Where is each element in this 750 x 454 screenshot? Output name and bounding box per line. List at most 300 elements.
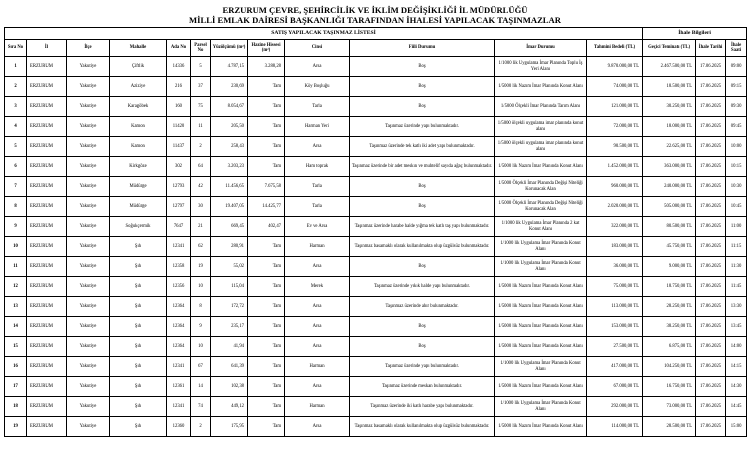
column-header-zoning-status: İmar Durumu bbox=[495, 40, 587, 57]
cell-province: ERZURUM bbox=[27, 357, 67, 377]
cell-parcel-no: 5 bbox=[191, 57, 211, 77]
cell-province: ERZURUM bbox=[27, 277, 67, 297]
cell-type: Köy Boşluğu bbox=[285, 77, 350, 97]
cell-district: Yakutiye bbox=[67, 357, 110, 377]
cell-district: Yakutiye bbox=[67, 297, 110, 317]
cell-type: Arsa bbox=[285, 377, 350, 397]
cell-treasury-share: Tam bbox=[248, 77, 285, 97]
cell-row-number: 6 bbox=[5, 157, 27, 177]
table-body bbox=[5, 57, 747, 437]
cell-auction-date: 17.06.2025 bbox=[696, 97, 726, 117]
column-header-row-number: Sıra No bbox=[5, 40, 27, 57]
cell-area: 3.203,23 bbox=[211, 157, 248, 177]
table-row bbox=[5, 57, 747, 77]
cell-neighborhood: Şıh bbox=[110, 297, 167, 317]
cell-neighborhood: Şıh bbox=[110, 417, 167, 437]
cell-row-number: 16 bbox=[5, 357, 27, 377]
cell-auction-time: 14:15 bbox=[726, 357, 747, 377]
cell-row-number: 10 bbox=[5, 237, 27, 257]
cell-estimated-price: 9.870.000,00 TL bbox=[587, 57, 643, 77]
cell-auction-time: 14:45 bbox=[726, 397, 747, 417]
cell-row-number: 1 bbox=[5, 57, 27, 77]
cell-temporary-deposit: 80.500,00 TL bbox=[643, 217, 696, 237]
cell-parcel-no: 2 bbox=[191, 137, 211, 157]
cell-temporary-deposit: 16.750,00 TL bbox=[643, 377, 696, 397]
cell-estimated-price: 1.452.000,00 TL bbox=[587, 157, 643, 177]
cell-province: ERZURUM bbox=[27, 197, 67, 217]
cell-parcel-no: 10 bbox=[191, 277, 211, 297]
cell-zoning-status: 1/1000 lik Uygulama İmar Planında Toplu İş Yeri Alanı bbox=[495, 57, 587, 77]
cell-estimated-price: 27.500,00 TL bbox=[587, 337, 643, 357]
column-header-auction-date: İhale Tarihi bbox=[696, 40, 726, 57]
cell-row-number: 17 bbox=[5, 377, 27, 397]
cell-parcel-no: 62 bbox=[191, 237, 211, 257]
cell-auction-date: 17.06.2025 bbox=[696, 197, 726, 217]
cell-current-status: Boş bbox=[350, 317, 495, 337]
cell-auction-time: 10:15 bbox=[726, 157, 747, 177]
cell-treasury-share: Tam bbox=[248, 417, 285, 437]
cell-estimated-price: 417.000,00 TL bbox=[587, 357, 643, 377]
cell-block-no: 12341 bbox=[167, 397, 191, 417]
cell-zoning-status: 1/5000 lik Nazım İmar Planında Konut Alanı bbox=[495, 377, 587, 397]
cell-treasury-share: Tam bbox=[248, 397, 285, 417]
cell-type: Arsa bbox=[285, 57, 350, 77]
cell-neighborhood: Kirkgöze bbox=[110, 157, 167, 177]
cell-temporary-deposit: 73.000,00 TL bbox=[643, 397, 696, 417]
cell-treasury-share: Tam bbox=[248, 297, 285, 317]
cell-auction-date: 17.06.2025 bbox=[696, 177, 726, 197]
cell-auction-date: 17.06.2025 bbox=[696, 417, 726, 437]
cell-district: Yakutiye bbox=[67, 317, 110, 337]
cell-auction-time: 13:30 bbox=[726, 297, 747, 317]
cell-estimated-price: 75.000,00 TL bbox=[587, 277, 643, 297]
cell-treasury-share: Tam bbox=[248, 97, 285, 117]
cell-neighborhood: Kamon bbox=[110, 137, 167, 157]
cell-current-status: Taşınmaz üzerinde meskan bulunmaktadır. bbox=[350, 377, 495, 397]
column-header-parcel-no: Parsel No bbox=[191, 40, 211, 57]
cell-estimated-price: 114.000,00 TL bbox=[587, 417, 643, 437]
cell-area: 8.054,67 bbox=[211, 97, 248, 117]
cell-estimated-price: 90.500,00 TL bbox=[587, 137, 643, 157]
cell-neighborhood: Şıh bbox=[110, 257, 167, 277]
cell-auction-time: 10:00 bbox=[726, 137, 747, 157]
cell-type: Arsa bbox=[285, 137, 350, 157]
cell-temporary-deposit: 240.000,00 TL bbox=[643, 177, 696, 197]
cell-area: 172,72 bbox=[211, 297, 248, 317]
table-row bbox=[5, 197, 747, 217]
cell-auction-date: 17.06.2025 bbox=[696, 317, 726, 337]
cell-treasury-share: Tam bbox=[248, 237, 285, 257]
cell-area: 449,12 bbox=[211, 397, 248, 417]
cell-estimated-price: 67.000,00 TL bbox=[587, 377, 643, 397]
cell-block-no: 12341 bbox=[167, 237, 191, 257]
cell-auction-time: 13:45 bbox=[726, 317, 747, 337]
cell-district: Yakutiye bbox=[67, 137, 110, 157]
cell-current-status: Boş bbox=[350, 177, 495, 197]
cell-current-status: Boş bbox=[350, 197, 495, 217]
cell-temporary-deposit: 30.250,00 TL bbox=[643, 97, 696, 117]
cell-current-status: Boş bbox=[350, 77, 495, 97]
cell-province: ERZURUM bbox=[27, 217, 67, 237]
table-row bbox=[5, 277, 747, 297]
cell-neighborhood: Şıh bbox=[110, 237, 167, 257]
cell-estimated-price: 292.000,00 TL bbox=[587, 397, 643, 417]
column-header-type: Cinsi bbox=[285, 40, 350, 57]
cell-block-no: 12360 bbox=[167, 417, 191, 437]
cell-auction-date: 17.06.2025 bbox=[696, 377, 726, 397]
cell-treasury-share: Tam bbox=[248, 377, 285, 397]
cell-province: ERZURUM bbox=[27, 297, 67, 317]
cell-block-no: 7647 bbox=[167, 217, 191, 237]
auction-info-title: İhale Bilgileri bbox=[643, 28, 747, 40]
cell-estimated-price: 74.000,00 TL bbox=[587, 77, 643, 97]
table-row bbox=[5, 77, 747, 97]
cell-neighborhood: Soğukçermik bbox=[110, 217, 167, 237]
cell-auction-date: 17.06.2025 bbox=[696, 277, 726, 297]
cell-temporary-deposit: 18.500,00 TL bbox=[643, 77, 696, 97]
cell-area: 280,91 bbox=[211, 237, 248, 257]
cell-temporary-deposit: 38.250,00 TL bbox=[643, 317, 696, 337]
cell-neighborhood: Şıh bbox=[110, 377, 167, 397]
cell-auction-time: 14:00 bbox=[726, 337, 747, 357]
cell-auction-time: 10:30 bbox=[726, 177, 747, 197]
cell-district: Yakutiye bbox=[67, 57, 110, 77]
cell-estimated-price: 322.000,00 TL bbox=[587, 217, 643, 237]
cell-current-status: Boş bbox=[350, 257, 495, 277]
cell-auction-date: 17.06.2025 bbox=[696, 117, 726, 137]
cell-type: Harman Yeri bbox=[285, 117, 350, 137]
cell-district: Yakutiye bbox=[67, 257, 110, 277]
cell-area: 102,38 bbox=[211, 377, 248, 397]
cell-district: Yakutiye bbox=[67, 277, 110, 297]
column-header-neighborhood: Mahalle bbox=[110, 40, 167, 57]
cell-row-number: 7 bbox=[5, 177, 27, 197]
cell-parcel-no: 64 bbox=[191, 157, 211, 177]
cell-district: Yakutiye bbox=[67, 417, 110, 437]
cell-parcel-no: 67 bbox=[191, 357, 211, 377]
cell-type: Arsa bbox=[285, 297, 350, 317]
cell-type: Arsa bbox=[285, 257, 350, 277]
cell-zoning-status: 1/5000 lik Nazım İmar Planında Konut Alanı bbox=[495, 317, 587, 337]
column-header-estimated-price: Tahmini Bedeli (TL) bbox=[587, 40, 643, 57]
cell-area: 19.407,05 bbox=[211, 197, 248, 217]
cell-zoning-status: 1/5000 ölçekli uygulama imar planında konut alanı bbox=[495, 137, 587, 157]
column-header-province: İl bbox=[27, 40, 67, 57]
cell-treasury-share: Tam bbox=[248, 277, 285, 297]
cell-auction-date: 17.06.2025 bbox=[696, 237, 726, 257]
cell-estimated-price: 153.000,00 TL bbox=[587, 317, 643, 337]
cell-area: 669,45 bbox=[211, 217, 248, 237]
cell-type: Ham toprak bbox=[285, 157, 350, 177]
cell-neighborhood: Şıh bbox=[110, 317, 167, 337]
cell-estimated-price: 72.000,00 TL bbox=[587, 117, 643, 137]
table-row bbox=[5, 237, 747, 257]
cell-estimated-price: 36.000,00 TL bbox=[587, 257, 643, 277]
cell-row-number: 3 bbox=[5, 97, 27, 117]
cell-current-status: Boş bbox=[350, 57, 495, 77]
column-header-row bbox=[5, 40, 747, 57]
cell-temporary-deposit: 45.750,00 TL bbox=[643, 237, 696, 257]
cell-auction-time: 11:30 bbox=[726, 257, 747, 277]
cell-temporary-deposit: 18.750,00 TL bbox=[643, 277, 696, 297]
cell-row-number: 19 bbox=[5, 417, 27, 437]
cell-block-no: 12361 bbox=[167, 377, 191, 397]
cell-parcel-no: 19 bbox=[191, 257, 211, 277]
cell-province: ERZURUM bbox=[27, 337, 67, 357]
cell-neighborhood: Şıh bbox=[110, 277, 167, 297]
cell-auction-date: 17.06.2025 bbox=[696, 257, 726, 277]
cell-neighborhood: Şıh bbox=[110, 397, 167, 417]
cell-auction-time: 11:15 bbox=[726, 237, 747, 257]
cell-type: Tarla bbox=[285, 97, 350, 117]
cell-auction-date: 17.06.2025 bbox=[696, 137, 726, 157]
cell-district: Yakutiye bbox=[67, 97, 110, 117]
column-header-district: İlçe bbox=[67, 40, 110, 57]
cell-area: 11.456,65 bbox=[211, 177, 248, 197]
column-header-block-no: Ada No bbox=[167, 40, 191, 57]
cell-current-status: Taşınmaz üzerinde tek katlı iki adet yapı bulunmaktadır. bbox=[350, 137, 495, 157]
cell-type: Ev ve Arsa bbox=[285, 217, 350, 237]
cell-district: Yakutiye bbox=[67, 157, 110, 177]
cell-auction-time: 11:00 bbox=[726, 217, 747, 237]
cell-block-no: 12793 bbox=[167, 177, 191, 197]
cell-zoning-status: 1/5000 lik Nazım İmar Planında Konut Alanı bbox=[495, 337, 587, 357]
table-row bbox=[5, 417, 747, 437]
cell-auction-time: 09:00 bbox=[726, 57, 747, 77]
table-row bbox=[5, 357, 747, 377]
cell-zoning-status: 1/5000 Ölçekli İmar Planında Değişi Niteliği Korunacak Alan bbox=[495, 177, 587, 197]
cell-treasury-share: Tam bbox=[248, 137, 285, 157]
cell-zoning-status: 1/1000 lik Uygulama İmar Planında Konut Alanı bbox=[495, 397, 587, 417]
cell-treasury-share: Tam bbox=[248, 357, 285, 377]
cell-neighborhood: Karagöbek bbox=[110, 97, 167, 117]
document-header bbox=[4, 2, 746, 27]
cell-zoning-status: 1/1000 lik Uygulama İmar Planında Konut Alanı bbox=[495, 257, 587, 277]
cell-current-status: Taşınmaz üzerinde yapı bulunmaktadır. bbox=[350, 117, 495, 137]
cell-district: Yakutiye bbox=[67, 337, 110, 357]
table-row bbox=[5, 337, 747, 357]
cell-area: 4.787,15 bbox=[211, 57, 248, 77]
cell-parcel-no: 14 bbox=[191, 377, 211, 397]
cell-zoning-status: 1/5000 lik Nazım İmar Planında Konut Alanı bbox=[495, 297, 587, 317]
table-row bbox=[5, 157, 747, 177]
cell-auction-time: 11:45 bbox=[726, 277, 747, 297]
cell-area: 205,50 bbox=[211, 117, 248, 137]
cell-temporary-deposit: 18.000,00 TL bbox=[643, 117, 696, 137]
table-row bbox=[5, 297, 747, 317]
title-line-1: ERZURUM ÇEVRE, ŞEHİRCİLİK VE İKLİM DEĞİŞİKLİĞİ İL MÜDÜRLÜĞÜ bbox=[222, 5, 528, 15]
cell-auction-time: 14:30 bbox=[726, 377, 747, 397]
cell-area: 230,69 bbox=[211, 77, 248, 97]
cell-zoning-status: 1/5000 lik Nazım İmar Planında Konut Alanı bbox=[495, 77, 587, 97]
cell-province: ERZURUM bbox=[27, 397, 67, 417]
cell-block-no: 160 bbox=[167, 97, 191, 117]
cell-parcel-no: 74 bbox=[191, 397, 211, 417]
cell-area: 115,04 bbox=[211, 277, 248, 297]
cell-zoning-status: 1/5000 Ölçekli İmar Planında Değişi Niteliği Korunacak Alan bbox=[495, 197, 587, 217]
cell-parcel-no: 75 bbox=[191, 97, 211, 117]
cell-estimated-price: 960.000,00 TL bbox=[587, 177, 643, 197]
cell-auction-time: 10:45 bbox=[726, 197, 747, 217]
cell-district: Yakutiye bbox=[67, 377, 110, 397]
cell-block-no: 11437 bbox=[167, 137, 191, 157]
cell-temporary-deposit: 6.875,00 TL bbox=[643, 337, 696, 357]
table-row bbox=[5, 377, 747, 397]
cell-zoning-status: 1/5000 lik Nazım İmar Planında Konut Alanı bbox=[495, 157, 587, 177]
table-row bbox=[5, 257, 747, 277]
cell-parcel-no: 8 bbox=[191, 297, 211, 317]
cell-parcel-no: 37 bbox=[191, 77, 211, 97]
cell-area: 258,43 bbox=[211, 137, 248, 157]
cell-block-no: 12341 bbox=[167, 357, 191, 377]
cell-row-number: 15 bbox=[5, 337, 27, 357]
table-row bbox=[5, 317, 747, 337]
cell-current-status: Taşınmaz üzerinde bir adet meskın ve muhtelif sayıda ağaç bulunmaktadır. bbox=[350, 157, 495, 177]
column-header-current-status: Fiili Durumu bbox=[350, 40, 495, 57]
cell-parcel-no: 10 bbox=[191, 337, 211, 357]
cell-neighborhood: Aziziye bbox=[110, 77, 167, 97]
cell-auction-date: 17.06.2025 bbox=[696, 217, 726, 237]
title-line-2: MİLLİ EMLAK DAİRESİ BAŞKANLIĞI TARAFINDAN İHALESİ YAPILACAK TAŞINMAZLAR bbox=[189, 15, 561, 25]
cell-current-status: Taşınmaz üzerinde ahır bulunmaktadır. bbox=[350, 297, 495, 317]
cell-estimated-price: 2.020.000,00 TL bbox=[587, 197, 643, 217]
cell-province: ERZURUM bbox=[27, 257, 67, 277]
section-row bbox=[5, 28, 747, 40]
table-row bbox=[5, 97, 747, 117]
cell-zoning-status: 1/5000 Ölçekli İmar Planında Tarım Alanı bbox=[495, 97, 587, 117]
cell-row-number: 9 bbox=[5, 217, 27, 237]
cell-neighborhood: Şıh bbox=[110, 337, 167, 357]
cell-block-no: 14336 bbox=[167, 57, 191, 77]
cell-zoning-status: 1/1000 lik Uygulama İmar Planında 2 kat Konut Alanı bbox=[495, 217, 587, 237]
cell-district: Yakutiye bbox=[67, 237, 110, 257]
cell-district: Yakutiye bbox=[67, 77, 110, 97]
cell-treasury-share: 14.425,77 bbox=[248, 197, 285, 217]
cell-treasury-share: Tam bbox=[248, 117, 285, 137]
cell-neighborhood: Çiftlik bbox=[110, 57, 167, 77]
cell-type: Tarla bbox=[285, 197, 350, 217]
cell-neighborhood: Müdürge bbox=[110, 197, 167, 217]
cell-zoning-status: 1/5000 lik Nazım İmar Planında Konut Alanı bbox=[495, 417, 587, 437]
cell-temporary-deposit: 104.250,00 TL bbox=[643, 357, 696, 377]
cell-area: 55,02 bbox=[211, 257, 248, 277]
cell-row-number: 14 bbox=[5, 317, 27, 337]
cell-zoning-status: 1/1000 lik Uygulama İmar Planında Konut Alanı bbox=[495, 237, 587, 257]
cell-parcel-no: 9 bbox=[191, 317, 211, 337]
cell-auction-time: 09:15 bbox=[726, 77, 747, 97]
cell-zoning-status: 1/5000 ölçekli uygulama imar planında konut alanı bbox=[495, 117, 587, 137]
cell-province: ERZURUM bbox=[27, 157, 67, 177]
table-row bbox=[5, 117, 747, 137]
cell-block-no: 12797 bbox=[167, 197, 191, 217]
cell-treasury-share: 402,47 bbox=[248, 217, 285, 237]
cell-temporary-deposit: 505.000,00 TL bbox=[643, 197, 696, 217]
cell-district: Yakutiye bbox=[67, 217, 110, 237]
cell-auction-date: 17.06.2025 bbox=[696, 297, 726, 317]
cell-row-number: 12 bbox=[5, 277, 27, 297]
cell-row-number: 18 bbox=[5, 397, 27, 417]
cell-province: ERZURUM bbox=[27, 237, 67, 257]
cell-current-status: Taşınmaz basamaklı olarak kullanılmakta olup üzgülsüz bulunmaktadır. bbox=[350, 237, 495, 257]
cell-temporary-deposit: 363.000,00 TL bbox=[643, 157, 696, 177]
cell-treasury-share: Tam bbox=[248, 257, 285, 277]
cell-block-no: 12364 bbox=[167, 297, 191, 317]
table-row bbox=[5, 137, 747, 157]
cell-temporary-deposit: 22.625,00 TL bbox=[643, 137, 696, 157]
cell-block-no: 12364 bbox=[167, 317, 191, 337]
cell-area: 235,17 bbox=[211, 317, 248, 337]
cell-province: ERZURUM bbox=[27, 377, 67, 397]
cell-treasury-share: Tam bbox=[248, 317, 285, 337]
property-table bbox=[4, 27, 747, 437]
cell-auction-time: 09:30 bbox=[726, 97, 747, 117]
cell-neighborhood: Kamon bbox=[110, 117, 167, 137]
cell-type: Arsa bbox=[285, 417, 350, 437]
cell-area: 41,94 bbox=[211, 337, 248, 357]
cell-row-number: 13 bbox=[5, 297, 27, 317]
cell-district: Yakutiye bbox=[67, 197, 110, 217]
cell-block-no: 216 bbox=[167, 77, 191, 97]
cell-province: ERZURUM bbox=[27, 117, 67, 137]
cell-neighborhood: Şıh bbox=[110, 357, 167, 377]
cell-auction-date: 17.06.2025 bbox=[696, 77, 726, 97]
cell-auction-date: 17.06.2025 bbox=[696, 397, 726, 417]
cell-estimated-price: 113.000,00 TL bbox=[587, 297, 643, 317]
cell-area: 175,95 bbox=[211, 417, 248, 437]
cell-block-no: 11420 bbox=[167, 117, 191, 137]
column-header-temporary-deposit: Geçici Teminatı (TL) bbox=[643, 40, 696, 57]
cell-temporary-deposit: 9.000,00 TL bbox=[643, 257, 696, 277]
cell-temporary-deposit: 28.250,00 TL bbox=[643, 297, 696, 317]
page bbox=[4, 2, 746, 437]
cell-type: Arsa bbox=[285, 317, 350, 337]
cell-parcel-no: 42 bbox=[191, 177, 211, 197]
cell-row-number: 4 bbox=[5, 117, 27, 137]
cell-current-status: Taşınmaz üzerinde yapı bulunmaktadır. bbox=[350, 357, 495, 377]
cell-current-status: Taşınmaz basamaklı olarak kullanılmakta olup üzgülsüz bulunmaktadır. bbox=[350, 417, 495, 437]
cell-province: ERZURUM bbox=[27, 317, 67, 337]
cell-province: ERZURUM bbox=[27, 97, 67, 117]
cell-parcel-no: 2 bbox=[191, 417, 211, 437]
cell-parcel-no: 11 bbox=[191, 117, 211, 137]
cell-block-no: 302 bbox=[167, 157, 191, 177]
cell-auction-time: 09:45 bbox=[726, 117, 747, 137]
cell-zoning-status: 1/5000 lik Nazım İmar Planında Konut Alanı bbox=[495, 277, 587, 297]
cell-row-number: 11 bbox=[5, 257, 27, 277]
table-row bbox=[5, 217, 747, 237]
cell-type: Harman bbox=[285, 237, 350, 257]
column-header-auction-time: İhale Saati bbox=[726, 40, 747, 57]
cell-auction-time: 15:00 bbox=[726, 417, 747, 437]
cell-area: 641,39 bbox=[211, 357, 248, 377]
cell-auction-date: 17.06.2025 bbox=[696, 157, 726, 177]
cell-current-status: Boş bbox=[350, 337, 495, 357]
cell-treasury-share: 3.288,28 bbox=[248, 57, 285, 77]
cell-treasury-share: 7.675,58 bbox=[248, 177, 285, 197]
column-header-treasury-share: Hazine Hissesi (m²) bbox=[248, 40, 285, 57]
section-title: SATIŞ YAPILACAK TAŞINMAZ LİSTESİ bbox=[5, 28, 643, 40]
cell-estimated-price: 183.000,00 TL bbox=[587, 237, 643, 257]
cell-province: ERZURUM bbox=[27, 177, 67, 197]
cell-auction-date: 17.06.2025 bbox=[696, 337, 726, 357]
table-row bbox=[5, 177, 747, 197]
cell-treasury-share: Tam bbox=[248, 157, 285, 177]
cell-auction-date: 17.06.2025 bbox=[696, 357, 726, 377]
cell-block-no: 12358 bbox=[167, 257, 191, 277]
cell-province: ERZURUM bbox=[27, 57, 67, 77]
table-row bbox=[5, 397, 747, 417]
cell-province: ERZURUM bbox=[27, 137, 67, 157]
